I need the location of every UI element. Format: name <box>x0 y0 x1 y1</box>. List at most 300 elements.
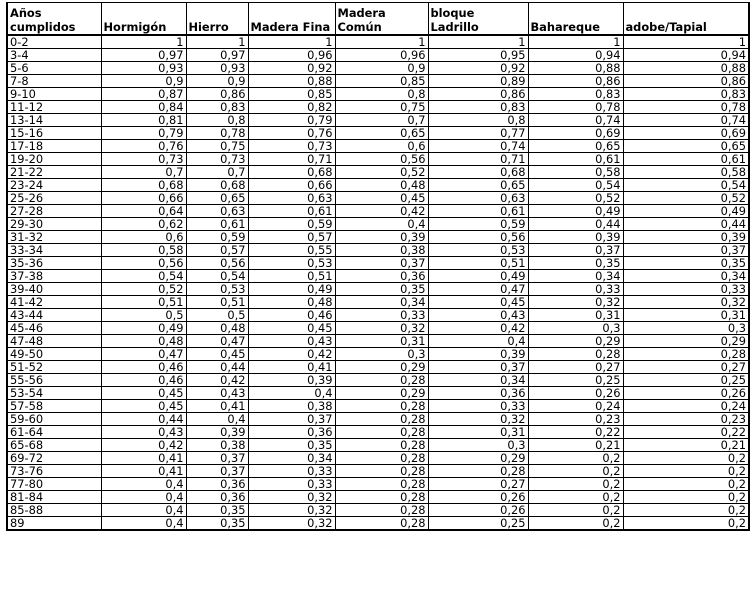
table-row <box>7 205 749 218</box>
cell-madera-fina: 0,33 <box>248 478 335 491</box>
cell-hormigon: 0,66 <box>101 192 186 205</box>
cell-bloque-ladrillo: 0,33 <box>428 400 528 413</box>
cell-madera-fina: 0,68 <box>248 166 335 179</box>
cell-bahareque: 0,2 <box>528 517 623 531</box>
cell-bahareque: 0,74 <box>528 114 623 127</box>
cell-hormigon: 0,64 <box>101 205 186 218</box>
cell-years: 7-8 <box>7 75 101 88</box>
cell-hierro: 0,35 <box>186 517 248 531</box>
cell-hierro: 0,65 <box>186 192 248 205</box>
cell-hormigon: 0,47 <box>101 348 186 361</box>
cell-years: 81-84 <box>7 491 101 504</box>
cell-madera-comun: 0,4 <box>335 218 428 231</box>
header-bahareque: Bahareque <box>528 3 623 36</box>
cell-years: 37-38 <box>7 270 101 283</box>
cell-hierro: 0,51 <box>186 296 248 309</box>
cell-bahareque: 0,78 <box>528 101 623 114</box>
cell-years: 25-26 <box>7 192 101 205</box>
cell-madera-fina: 0,4 <box>248 387 335 400</box>
cell-bahareque: 0,94 <box>528 49 623 62</box>
cell-bahareque: 0,2 <box>528 491 623 504</box>
cell-madera-fina: 0,63 <box>248 192 335 205</box>
cell-madera-comun: 0,7 <box>335 114 428 127</box>
header-hierro: Hierro <box>186 3 248 36</box>
cell-bloque-ladrillo: 0,32 <box>428 413 528 426</box>
cell-adobe-tapial: 1 <box>623 35 749 49</box>
cell-bahareque: 0,25 <box>528 374 623 387</box>
cell-madera-comun: 0,34 <box>335 296 428 309</box>
header-row <box>7 3 749 36</box>
cell-hierro: 0,36 <box>186 478 248 491</box>
cell-madera-comun: 0,28 <box>335 465 428 478</box>
cell-hormigon: 0,51 <box>101 296 186 309</box>
cell-adobe-tapial: 0,39 <box>623 231 749 244</box>
cell-hierro: 1 <box>186 35 248 49</box>
table-row <box>7 387 749 400</box>
cell-madera-fina: 0,51 <box>248 270 335 283</box>
cell-bahareque: 0,52 <box>528 192 623 205</box>
cell-hierro: 0,61 <box>186 218 248 231</box>
cell-years: 65-68 <box>7 439 101 452</box>
cell-adobe-tapial: 0,52 <box>623 192 749 205</box>
cell-adobe-tapial: 0,34 <box>623 270 749 283</box>
cell-hormigon: 0,97 <box>101 49 186 62</box>
cell-madera-comun: 0,37 <box>335 257 428 270</box>
cell-hormigon: 0,73 <box>101 153 186 166</box>
cell-years: 69-72 <box>7 452 101 465</box>
cell-years: 5-6 <box>7 62 101 75</box>
table-row <box>7 231 749 244</box>
cell-years: 41-42 <box>7 296 101 309</box>
table-row <box>7 348 749 361</box>
cell-adobe-tapial: 0,61 <box>623 153 749 166</box>
cell-bloque-ladrillo: 0,68 <box>428 166 528 179</box>
cell-adobe-tapial: 0,25 <box>623 374 749 387</box>
cell-years: 59-60 <box>7 413 101 426</box>
cell-adobe-tapial: 0,78 <box>623 101 749 114</box>
cell-madera-comun: 0,29 <box>335 387 428 400</box>
cell-adobe-tapial: 0,26 <box>623 387 749 400</box>
cell-bloque-ladrillo: 0,49 <box>428 270 528 283</box>
cell-madera-fina: 0,35 <box>248 439 335 452</box>
cell-years: 43-44 <box>7 309 101 322</box>
cell-madera-comun: 0,33 <box>335 309 428 322</box>
cell-hierro: 0,83 <box>186 101 248 114</box>
cell-madera-fina: 0,88 <box>248 75 335 88</box>
cell-adobe-tapial: 0,2 <box>623 465 749 478</box>
cell-hierro: 0,37 <box>186 452 248 465</box>
cell-hierro: 0,93 <box>186 62 248 75</box>
header-madera-comun: Madera Común <box>335 3 428 36</box>
cell-madera-comun: 0,32 <box>335 322 428 335</box>
cell-bloque-ladrillo: 0,43 <box>428 309 528 322</box>
cell-hormigon: 0,4 <box>101 491 186 504</box>
table-row <box>7 153 749 166</box>
cell-hormigon: 0,45 <box>101 400 186 413</box>
cell-years: 19-20 <box>7 153 101 166</box>
cell-madera-comun: 0,56 <box>335 153 428 166</box>
cell-madera-comun: 0,29 <box>335 361 428 374</box>
cell-hierro: 0,73 <box>186 153 248 166</box>
cell-bahareque: 0,49 <box>528 205 623 218</box>
cell-madera-comun: 0,96 <box>335 49 428 62</box>
cell-bloque-ladrillo: 0,59 <box>428 218 528 231</box>
cell-hierro: 0,63 <box>186 205 248 218</box>
cell-hierro: 0,54 <box>186 270 248 283</box>
cell-madera-comun: 0,8 <box>335 88 428 101</box>
cell-madera-fina: 0,32 <box>248 504 335 517</box>
cell-bloque-ladrillo: 0,45 <box>428 296 528 309</box>
table-row <box>7 166 749 179</box>
cell-madera-comun: 0,28 <box>335 478 428 491</box>
cell-madera-fina: 0,71 <box>248 153 335 166</box>
cell-madera-comun: 0,52 <box>335 166 428 179</box>
cell-madera-comun: 1 <box>335 35 428 49</box>
cell-bloque-ladrillo: 0,65 <box>428 179 528 192</box>
cell-adobe-tapial: 0,23 <box>623 413 749 426</box>
table-row <box>7 491 749 504</box>
cell-hierro: 0,41 <box>186 400 248 413</box>
cell-hormigon: 0,46 <box>101 374 186 387</box>
cell-hierro: 0,7 <box>186 166 248 179</box>
table-body <box>7 35 749 530</box>
cell-bahareque: 0,37 <box>528 244 623 257</box>
cell-madera-fina: 0,37 <box>248 413 335 426</box>
cell-years: 29-30 <box>7 218 101 231</box>
cell-hormigon: 0,56 <box>101 257 186 270</box>
cell-years: 73-76 <box>7 465 101 478</box>
cell-bahareque: 0,3 <box>528 322 623 335</box>
cell-bloque-ladrillo: 0,37 <box>428 361 528 374</box>
cell-years: 85-88 <box>7 504 101 517</box>
cell-hierro: 0,75 <box>186 140 248 153</box>
cell-hormigon: 0,58 <box>101 244 186 257</box>
cell-madera-comun: 0,3 <box>335 348 428 361</box>
cell-hormigon: 0,81 <box>101 114 186 127</box>
cell-bahareque: 0,69 <box>528 127 623 140</box>
header-hormigon: Hormigón <box>101 3 186 36</box>
cell-madera-comun: 0,28 <box>335 491 428 504</box>
cell-adobe-tapial: 0,58 <box>623 166 749 179</box>
cell-bloque-ladrillo: 0,25 <box>428 517 528 531</box>
cell-years: 39-40 <box>7 283 101 296</box>
cell-hierro: 0,78 <box>186 127 248 140</box>
cell-bloque-ladrillo: 0,92 <box>428 62 528 75</box>
cell-adobe-tapial: 0,27 <box>623 361 749 374</box>
cell-hormigon: 0,6 <box>101 231 186 244</box>
cell-hierro: 0,43 <box>186 387 248 400</box>
table-row <box>7 257 749 270</box>
cell-years: 0-2 <box>7 35 101 49</box>
cell-hormigon: 0,52 <box>101 283 186 296</box>
cell-adobe-tapial: 0,37 <box>623 244 749 257</box>
cell-hierro: 0,8 <box>186 114 248 127</box>
cell-hierro: 0,47 <box>186 335 248 348</box>
cell-hormigon: 0,5 <box>101 309 186 322</box>
table-row <box>7 361 749 374</box>
cell-bloque-ladrillo: 0,61 <box>428 205 528 218</box>
cell-bloque-ladrillo: 0,77 <box>428 127 528 140</box>
cell-madera-comun: 0,48 <box>335 179 428 192</box>
cell-madera-comun: 0,28 <box>335 400 428 413</box>
cell-years: 51-52 <box>7 361 101 374</box>
cell-adobe-tapial: 0,2 <box>623 504 749 517</box>
cell-madera-fina: 0,34 <box>248 452 335 465</box>
table-row <box>7 179 749 192</box>
cell-adobe-tapial: 0,65 <box>623 140 749 153</box>
cell-adobe-tapial: 0,33 <box>623 283 749 296</box>
cell-bahareque: 0,34 <box>528 270 623 283</box>
header-years: Años cumplidos <box>7 3 101 36</box>
cell-bloque-ladrillo: 1 <box>428 35 528 49</box>
cell-hormigon: 0,46 <box>101 361 186 374</box>
cell-years: 17-18 <box>7 140 101 153</box>
depreciation-table <box>6 2 750 531</box>
table-row <box>7 504 749 517</box>
cell-bahareque: 0,32 <box>528 296 623 309</box>
cell-madera-comun: 0,28 <box>335 426 428 439</box>
cell-madera-comun: 0,6 <box>335 140 428 153</box>
cell-years: 31-32 <box>7 231 101 244</box>
table-row <box>7 335 749 348</box>
cell-bloque-ladrillo: 0,42 <box>428 322 528 335</box>
cell-madera-fina: 0,49 <box>248 283 335 296</box>
cell-bloque-ladrillo: 0,34 <box>428 374 528 387</box>
table-row <box>7 309 749 322</box>
cell-madera-comun: 0,45 <box>335 192 428 205</box>
cell-hormigon: 0,79 <box>101 127 186 140</box>
cell-bahareque: 0,61 <box>528 153 623 166</box>
cell-bahareque: 1 <box>528 35 623 49</box>
cell-madera-fina: 0,39 <box>248 374 335 387</box>
cell-madera-comun: 0,42 <box>335 205 428 218</box>
cell-madera-fina: 0,32 <box>248 517 335 531</box>
cell-madera-comun: 0,31 <box>335 335 428 348</box>
cell-bloque-ladrillo: 0,89 <box>428 75 528 88</box>
cell-bloque-ladrillo: 0,36 <box>428 387 528 400</box>
cell-hierro: 0,38 <box>186 439 248 452</box>
cell-hormigon: 0,4 <box>101 504 186 517</box>
cell-bloque-ladrillo: 0,86 <box>428 88 528 101</box>
cell-hierro: 0,57 <box>186 244 248 257</box>
cell-bloque-ladrillo: 0,56 <box>428 231 528 244</box>
cell-hormigon: 0,9 <box>101 75 186 88</box>
table-row <box>7 244 749 257</box>
cell-hormigon: 0,41 <box>101 452 186 465</box>
cell-madera-fina: 1 <box>248 35 335 49</box>
cell-bloque-ladrillo: 0,29 <box>428 452 528 465</box>
cell-adobe-tapial: 0,69 <box>623 127 749 140</box>
cell-years: 11-12 <box>7 101 101 114</box>
cell-bahareque: 0,54 <box>528 179 623 192</box>
table-row <box>7 296 749 309</box>
table-row <box>7 465 749 478</box>
cell-hormigon: 0,76 <box>101 140 186 153</box>
cell-bahareque: 0,58 <box>528 166 623 179</box>
cell-hormigon: 0,4 <box>101 517 186 531</box>
cell-madera-comun: 0,85 <box>335 75 428 88</box>
cell-years: 13-14 <box>7 114 101 127</box>
cell-hormigon: 0,44 <box>101 413 186 426</box>
cell-hierro: 0,9 <box>186 75 248 88</box>
cell-bahareque: 0,28 <box>528 348 623 361</box>
cell-bloque-ladrillo: 0,31 <box>428 426 528 439</box>
cell-adobe-tapial: 0,49 <box>623 205 749 218</box>
table-row <box>7 322 749 335</box>
cell-madera-fina: 0,96 <box>248 49 335 62</box>
cell-years: 45-46 <box>7 322 101 335</box>
cell-years: 47-48 <box>7 335 101 348</box>
cell-hierro: 0,39 <box>186 426 248 439</box>
cell-years: 15-16 <box>7 127 101 140</box>
cell-madera-comun: 0,65 <box>335 127 428 140</box>
cell-bahareque: 0,31 <box>528 309 623 322</box>
cell-madera-fina: 0,82 <box>248 101 335 114</box>
table-row <box>7 426 749 439</box>
cell-bloque-ladrillo: 0,71 <box>428 153 528 166</box>
cell-bahareque: 0,26 <box>528 387 623 400</box>
cell-adobe-tapial: 0,2 <box>623 478 749 491</box>
cell-bloque-ladrillo: 0,26 <box>428 504 528 517</box>
table-row <box>7 140 749 153</box>
cell-madera-comun: 0,35 <box>335 283 428 296</box>
cell-hierro: 0,37 <box>186 465 248 478</box>
cell-madera-comun: 0,28 <box>335 504 428 517</box>
cell-years: 53-54 <box>7 387 101 400</box>
cell-bahareque: 0,83 <box>528 88 623 101</box>
table-row <box>7 192 749 205</box>
cell-adobe-tapial: 0,86 <box>623 75 749 88</box>
cell-madera-fina: 0,41 <box>248 361 335 374</box>
cell-adobe-tapial: 0,35 <box>623 257 749 270</box>
cell-adobe-tapial: 0,3 <box>623 322 749 335</box>
cell-bahareque: 0,22 <box>528 426 623 439</box>
cell-madera-fina: 0,57 <box>248 231 335 244</box>
header-adobe-tapial: adobe/Tapial <box>623 3 749 36</box>
cell-hormigon: 0,68 <box>101 179 186 192</box>
cell-bloque-ladrillo: 0,26 <box>428 491 528 504</box>
cell-hierro: 0,48 <box>186 322 248 335</box>
cell-madera-comun: 0,28 <box>335 374 428 387</box>
table-row <box>7 413 749 426</box>
cell-hierro: 0,4 <box>186 413 248 426</box>
table-row <box>7 478 749 491</box>
cell-adobe-tapial: 0,28 <box>623 348 749 361</box>
cell-adobe-tapial: 0,2 <box>623 491 749 504</box>
cell-bloque-ladrillo: 0,47 <box>428 283 528 296</box>
cell-bahareque: 0,2 <box>528 452 623 465</box>
table-row <box>7 400 749 413</box>
cell-bloque-ladrillo: 0,39 <box>428 348 528 361</box>
cell-hierro: 0,59 <box>186 231 248 244</box>
cell-hormigon: 0,4 <box>101 478 186 491</box>
cell-hormigon: 0,45 <box>101 387 186 400</box>
cell-adobe-tapial: 0,22 <box>623 426 749 439</box>
cell-madera-fina: 0,48 <box>248 296 335 309</box>
cell-adobe-tapial: 0,94 <box>623 49 749 62</box>
cell-madera-comun: 0,38 <box>335 244 428 257</box>
cell-adobe-tapial: 0,29 <box>623 335 749 348</box>
cell-bloque-ladrillo: 0,74 <box>428 140 528 153</box>
cell-madera-comun: 0,28 <box>335 517 428 531</box>
table-row <box>7 452 749 465</box>
cell-adobe-tapial: 0,31 <box>623 309 749 322</box>
cell-years: 27-28 <box>7 205 101 218</box>
cell-hormigon: 0,41 <box>101 465 186 478</box>
cell-adobe-tapial: 0,2 <box>623 452 749 465</box>
table-row <box>7 35 749 49</box>
cell-years: 9-10 <box>7 88 101 101</box>
cell-bahareque: 0,33 <box>528 283 623 296</box>
cell-adobe-tapial: 0,88 <box>623 62 749 75</box>
cell-years: 61-64 <box>7 426 101 439</box>
cell-hierro: 0,68 <box>186 179 248 192</box>
cell-adobe-tapial: 0,74 <box>623 114 749 127</box>
cell-hormigon: 0,43 <box>101 426 186 439</box>
table-row <box>7 283 749 296</box>
table-row <box>7 517 749 531</box>
cell-bloque-ladrillo: 0,83 <box>428 101 528 114</box>
cell-bahareque: 0,21 <box>528 439 623 452</box>
cell-hormigon: 0,49 <box>101 322 186 335</box>
cell-bloque-ladrillo: 0,8 <box>428 114 528 127</box>
cell-years: 55-56 <box>7 374 101 387</box>
cell-madera-fina: 0,33 <box>248 465 335 478</box>
cell-years: 21-22 <box>7 166 101 179</box>
cell-bloque-ladrillo: 0,51 <box>428 257 528 270</box>
cell-madera-comun: 0,28 <box>335 452 428 465</box>
cell-adobe-tapial: 0,24 <box>623 400 749 413</box>
cell-bahareque: 0,29 <box>528 335 623 348</box>
cell-years: 57-58 <box>7 400 101 413</box>
cell-madera-fina: 0,32 <box>248 491 335 504</box>
cell-bloque-ladrillo: 0,3 <box>428 439 528 452</box>
cell-madera-fina: 0,76 <box>248 127 335 140</box>
cell-bahareque: 0,44 <box>528 218 623 231</box>
cell-hormigon: 1 <box>101 35 186 49</box>
cell-madera-comun: 0,75 <box>335 101 428 114</box>
cell-hormigon: 0,48 <box>101 335 186 348</box>
table-row <box>7 439 749 452</box>
cell-hierro: 0,53 <box>186 283 248 296</box>
cell-hierro: 0,42 <box>186 374 248 387</box>
cell-bloque-ladrillo: 0,28 <box>428 465 528 478</box>
header-bloque-ladrillo: bloque Ladrillo <box>428 3 528 36</box>
cell-hierro: 0,36 <box>186 491 248 504</box>
cell-years: 35-36 <box>7 257 101 270</box>
cell-bahareque: 0,2 <box>528 504 623 517</box>
cell-hierro: 0,5 <box>186 309 248 322</box>
cell-madera-fina: 0,53 <box>248 257 335 270</box>
cell-bahareque: 0,23 <box>528 413 623 426</box>
table-row <box>7 218 749 231</box>
cell-madera-fina: 0,38 <box>248 400 335 413</box>
cell-madera-fina: 0,42 <box>248 348 335 361</box>
cell-bloque-ladrillo: 0,63 <box>428 192 528 205</box>
cell-bahareque: 0,35 <box>528 257 623 270</box>
cell-hierro: 0,56 <box>186 257 248 270</box>
cell-madera-fina: 0,55 <box>248 244 335 257</box>
cell-madera-comun: 0,28 <box>335 413 428 426</box>
cell-years: 77-80 <box>7 478 101 491</box>
cell-hierro: 0,86 <box>186 88 248 101</box>
cell-hormigon: 0,84 <box>101 101 186 114</box>
cell-bahareque: 0,65 <box>528 140 623 153</box>
table-row <box>7 75 749 88</box>
table-row <box>7 270 749 283</box>
cell-bloque-ladrillo: 0,95 <box>428 49 528 62</box>
depreciation-table-container <box>6 2 750 531</box>
